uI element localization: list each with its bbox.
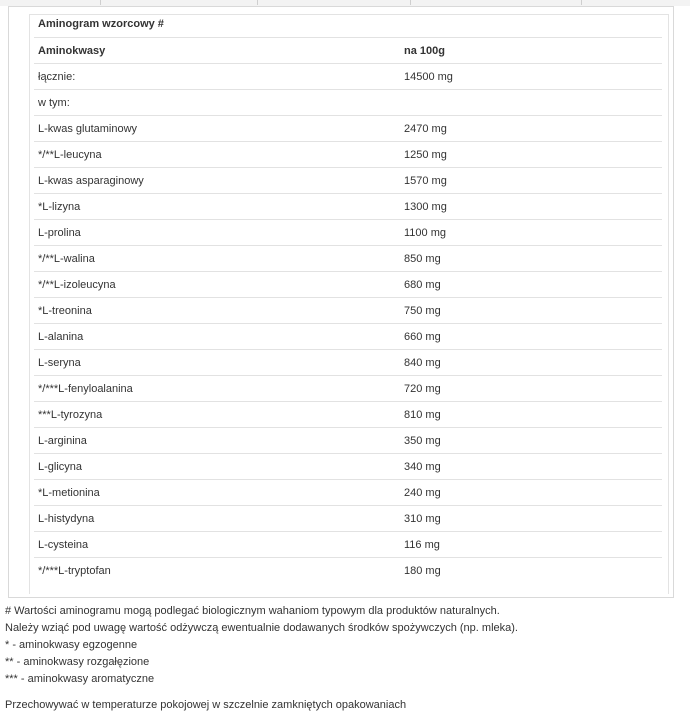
- table-row: [34, 64, 662, 90]
- amino-acid-amount: 340 mg: [400, 454, 662, 480]
- amino-acid-amount: 1100 mg: [400, 220, 662, 246]
- table-title: Aminogram wzorcowy #: [34, 11, 662, 38]
- amino-acid-amount: 2470 mg: [400, 116, 662, 142]
- amino-acid-amount: 1250 mg: [400, 142, 662, 168]
- amino-acid-name: L-arginina: [34, 428, 400, 454]
- amino-acid-name: L-alanina: [34, 324, 400, 350]
- footnote-nutritional-value: Należy wziąć pod uwagę wartość odżywczą ewentualnie dodawanych środków spożywczych (np. mleka).: [5, 622, 518, 634]
- amino-acid-name: w tym:: [34, 90, 400, 116]
- amino-acid-name: łącznie:: [34, 64, 400, 90]
- storage-instructions: Przechowywać w temperaturze pokojowej w szczelnie zamkniętych opakowaniach: [5, 699, 407, 711]
- amino-acid-amount: 840 mg: [400, 350, 662, 376]
- amino-acid-amount: 660 mg: [400, 324, 662, 350]
- amino-acid-name: */**L-izoleucyna: [34, 272, 400, 298]
- amino-acid-name: *L-treonina: [34, 298, 400, 324]
- table-row: [34, 324, 662, 350]
- amino-acid-amount: 240 mg: [400, 480, 662, 506]
- table-row: [34, 506, 662, 532]
- amino-acid-amount: 680 mg: [400, 272, 662, 298]
- amino-acid-amount: 750 mg: [400, 298, 662, 324]
- legend-exogenous: * - aminokwasy egzogenne: [5, 639, 138, 651]
- table-row: [34, 168, 662, 194]
- table-row: [34, 142, 662, 168]
- amino-acid-name: L-prolina: [34, 220, 400, 246]
- footnote-natural-variation: # Wartości aminogramu mogą podlegać biologicznym wahaniom typowym dla produktów naturalnych.: [5, 605, 500, 617]
- amino-acid-name: L-cysteina: [34, 532, 400, 558]
- amino-acid-name: L-kwas asparaginowy: [34, 168, 400, 194]
- table-title-row: [34, 11, 662, 38]
- amino-acid-name: L-kwas glutaminowy: [34, 116, 400, 142]
- table-row: [34, 194, 662, 220]
- amino-acid-name: */***L-fenyloalanina: [34, 376, 400, 402]
- amino-acid-name: */**L-walina: [34, 246, 400, 272]
- strip-divider: [581, 0, 582, 5]
- table-row: [34, 272, 662, 298]
- amino-acid-amount: 310 mg: [400, 506, 662, 532]
- table-header-row: [34, 38, 662, 64]
- amino-acid-name: */***L-tryptofan: [38, 564, 111, 577]
- table-row: [34, 402, 662, 428]
- amino-acid-amount: [400, 90, 662, 116]
- amino-acid-amount: 810 mg: [400, 402, 662, 428]
- amino-acid-name: */**L-leucyna: [34, 142, 400, 168]
- amino-acid-amount: 116 mg: [400, 532, 662, 558]
- amino-acid-amount: 720 mg: [400, 376, 662, 402]
- table-row: [34, 350, 662, 376]
- amino-acid-name: L-histydyna: [34, 506, 400, 532]
- legend-branched: ** - aminokwasy rozgałęzione: [5, 656, 150, 668]
- table-row: [34, 558, 662, 584]
- amino-acid-name: L-seryna: [34, 350, 400, 376]
- amino-acid-name: *L-lizyna: [34, 194, 400, 220]
- amino-acid-name: L-glicyna: [34, 454, 400, 480]
- amino-acid-name: *L-metionina: [34, 480, 400, 506]
- table-row: [34, 298, 662, 324]
- table-row: [34, 376, 662, 402]
- strip-divider: [100, 0, 101, 5]
- strip-divider: [257, 0, 258, 5]
- amino-acid-amount: 1570 mg: [400, 168, 662, 194]
- table-row: [34, 246, 662, 272]
- amino-acid-amount: 1300 mg: [400, 194, 662, 220]
- header-name: Aminokwasy: [34, 38, 400, 64]
- amino-acid-amount: 14500 mg: [400, 64, 662, 90]
- table-row: [34, 90, 662, 116]
- amino-acid-amount: 850 mg: [400, 246, 662, 272]
- amino-acid-name: ***L-tyrozyna: [34, 402, 400, 428]
- footnotes: [5, 603, 518, 714]
- table-row: [34, 116, 662, 142]
- table-row: [34, 532, 662, 558]
- amino-acid-amount: 180 mg: [404, 564, 441, 577]
- legend-aromatic: *** - aminokwasy aromatyczne: [5, 673, 155, 685]
- amino-acid-amount: 350 mg: [400, 428, 662, 454]
- table-row: [34, 220, 662, 246]
- table-row: [34, 480, 662, 506]
- table-row: [34, 428, 662, 454]
- aminogram-table: [34, 11, 662, 583]
- strip-divider: [410, 0, 411, 5]
- header-amount: na 100g: [400, 38, 662, 64]
- table-row: [34, 454, 662, 480]
